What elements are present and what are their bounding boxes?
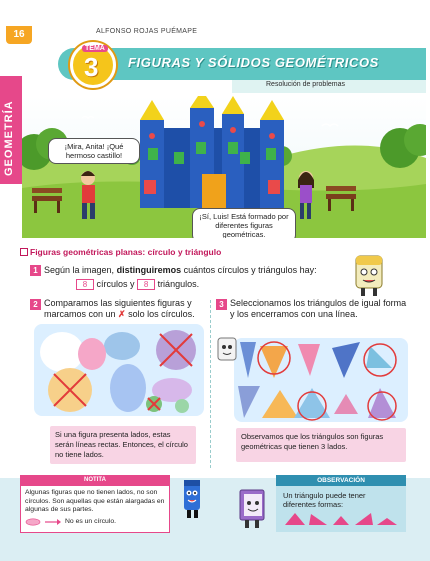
step-3-text: Seleccionamos los triángulos de igual forma y los encerramos con una línea.	[230, 298, 407, 319]
triangles-panel	[220, 338, 408, 422]
notita-box	[20, 485, 170, 533]
lesson-title: FIGURAS Y SÓLIDOS GEOMÉTRICOS	[128, 55, 379, 70]
step-3-number: 3	[216, 299, 227, 310]
tema-number: 3	[84, 52, 99, 82]
step-2-text-line1: Comparamos las siguientes figuras y	[44, 298, 192, 308]
step-1-text-after: cuántos círculos y triángulos hay:	[183, 265, 317, 275]
step-1-text-before: Según la imagen,	[44, 265, 115, 275]
lesson-subtitle: Resolución de problemas	[266, 81, 345, 88]
book-mascot-icon	[236, 486, 270, 530]
eraser-mascot-icon	[350, 252, 390, 298]
step-2-text-line2b: solo los círculos.	[128, 309, 195, 319]
column-divider	[210, 300, 211, 468]
triangles-label: triángulos.	[157, 279, 200, 289]
step-1-text	[44, 265, 374, 276]
speech-bubble-girl: ¡Sí, Luis! Está formado por diferentes figuras geométricas.	[192, 208, 296, 238]
step-2-text	[44, 298, 209, 320]
author-name: ALFONSO ROJAS PUÉMAPE	[96, 28, 198, 35]
step-1-answers	[76, 279, 276, 290]
step-2-note: Si una figura presenta lados, estas serán líneas rectas. Entonces, el círculo no tiene lados.	[50, 426, 196, 464]
notita-text: Algunas figuras que no tienen lados, no son círculos. Son aquellas que están alargadas en algunas de sus partes.	[25, 489, 165, 513]
triangle-shapes-row	[283, 512, 399, 526]
step-3-note: Observamos que los triángulos son figuras geométricas que tienen 3 lados.	[236, 428, 406, 462]
notita-heading: NOTITA	[20, 475, 170, 485]
step-1-number: 1	[30, 265, 41, 276]
circles-panel	[34, 324, 204, 416]
observacion-box	[276, 486, 406, 532]
notita-example	[25, 518, 165, 527]
tema-label: TEMA	[82, 45, 108, 52]
step-2-text-line2a: marcamos con un	[44, 309, 116, 319]
circles-count-box[interactable]: 8	[76, 279, 94, 290]
section-heading: Figuras geométricas planas: círculo y triángulo	[30, 247, 222, 257]
observacion-text: Un triángulo puede tener diferentes formas:	[283, 491, 366, 509]
notita-arrow-label: No es un círculo.	[65, 517, 116, 525]
step-1-text-bold: distinguiremos	[116, 265, 182, 275]
speech-bubble-boy: ¡Mira, Anita! ¡Qué hermoso castillo!	[48, 138, 140, 164]
observacion-heading: OBSERVACIÓN	[276, 475, 406, 486]
arrow-right-icon	[45, 518, 61, 526]
triangles-count-box[interactable]: 8	[137, 279, 155, 290]
header	[0, 0, 430, 44]
step-2-number: 2	[30, 299, 41, 310]
side-tab-label: GEOMETRÍA	[3, 100, 15, 176]
page-number: 16	[6, 26, 32, 44]
section-checkbox-icon	[20, 248, 28, 256]
ellipse-example-icon	[25, 518, 41, 526]
marker-mascot-icon	[178, 478, 206, 520]
x-mark-icon: ✗	[118, 309, 126, 319]
circles-label: círculos y	[96, 279, 135, 289]
castle-scene	[22, 96, 426, 238]
notebook-mascot-icon	[216, 336, 238, 364]
